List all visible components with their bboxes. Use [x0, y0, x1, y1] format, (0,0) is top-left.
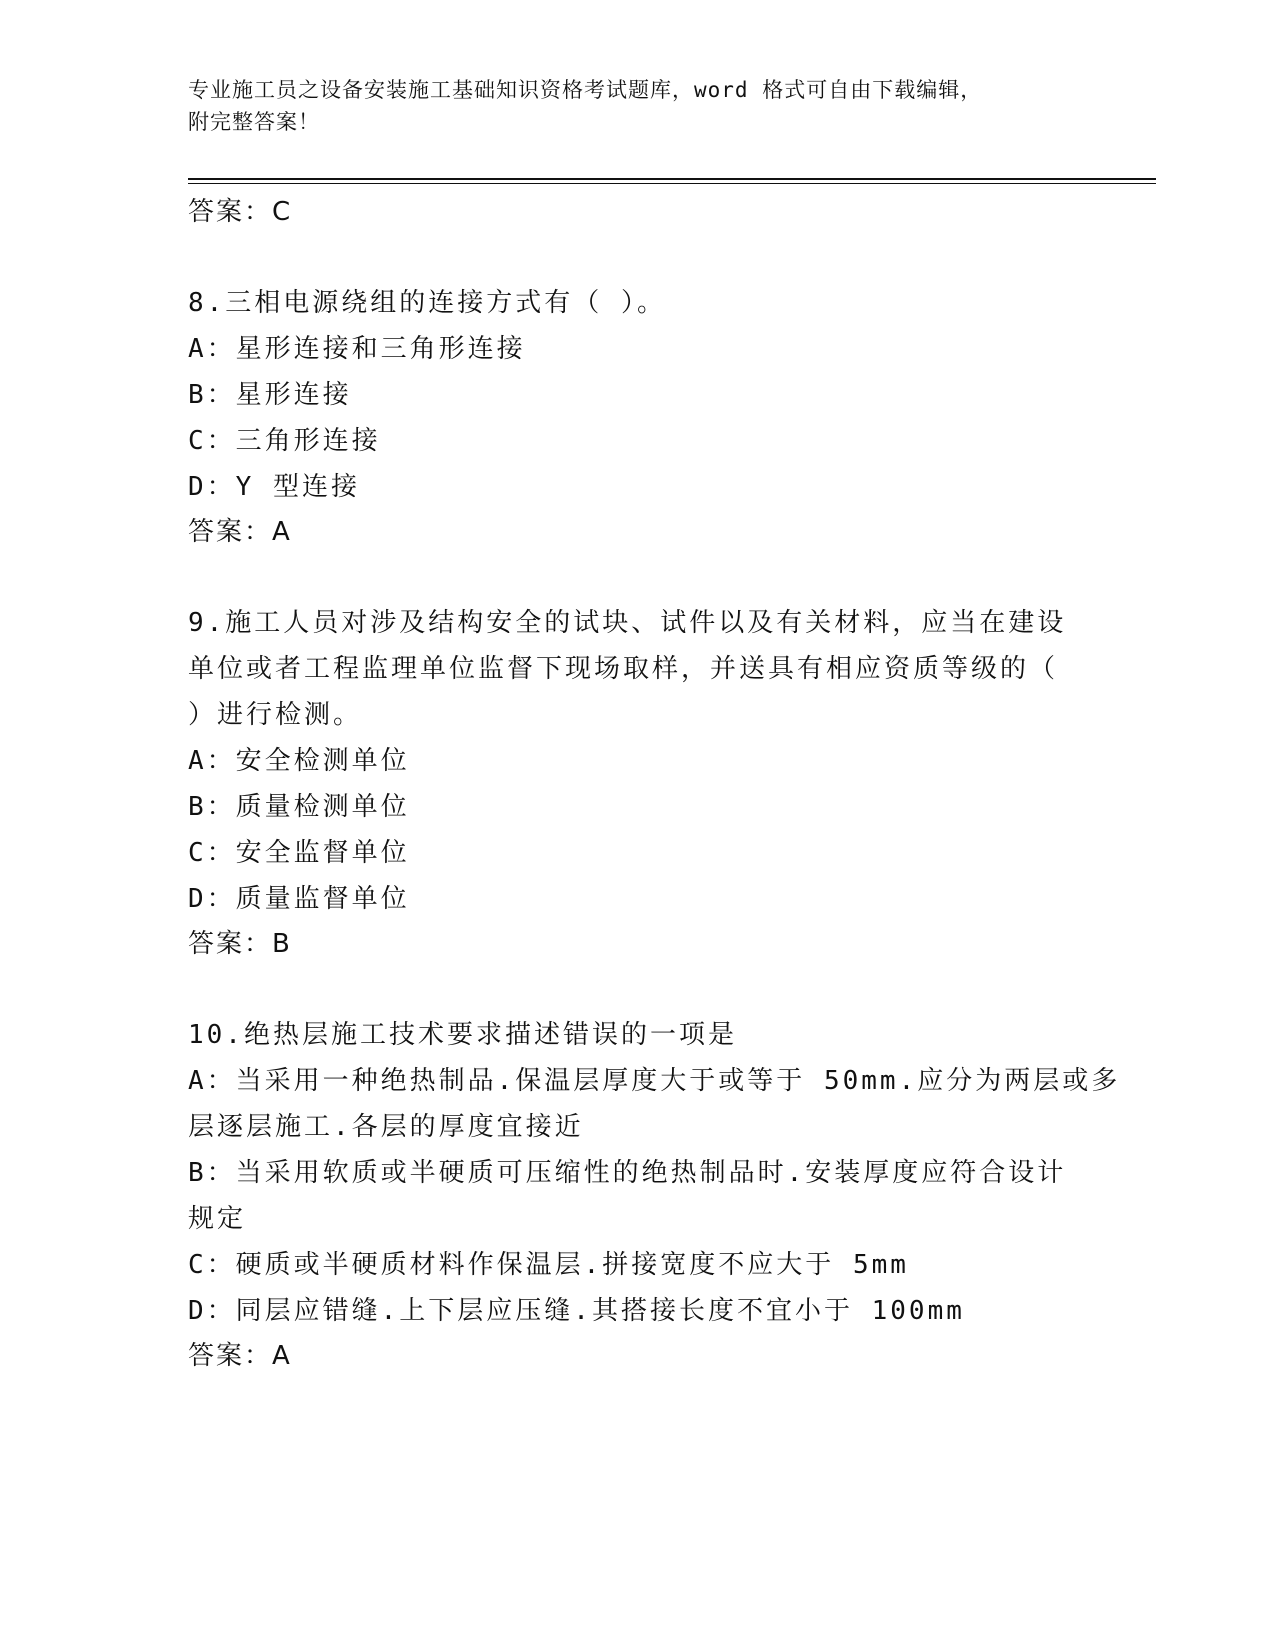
option-line: 规定: [188, 1204, 247, 1234]
answer-line: 答案：C: [188, 197, 293, 227]
option-b: [188, 372, 1088, 418]
option-line: D：同层应错缝.上下层应压缝.其搭接长度不宜小于 100mm: [188, 1296, 965, 1326]
option-line: A：星形连接和三角形连接: [188, 334, 526, 364]
option-line: 层逐层施工.各层的厚度宜接近: [188, 1112, 584, 1142]
option-d: [188, 876, 1088, 922]
option-a: [188, 1058, 1121, 1150]
option-a: [188, 738, 1088, 784]
question-9: [188, 600, 1088, 966]
question-stem-line: 单位或者工程监理单位监督下现场取样，并送具有相应资质等级的（: [188, 654, 1059, 684]
question-stem: [188, 600, 1088, 738]
question-8: [188, 280, 1088, 554]
header-line: 专业施工员之设备安装施工基础知识资格考试题库，word 格式可自由下载编辑，: [188, 78, 983, 102]
option-d: [188, 464, 1088, 510]
option-d: [188, 1288, 1088, 1334]
option-c: [188, 1242, 1088, 1288]
header-divider-thin: [188, 183, 1156, 184]
option-line: C：硬质或半硬质材料作保温层.拼接宽度不应大于 5mm: [188, 1250, 909, 1280]
answer-line: 答案：A: [188, 1341, 292, 1371]
question-stem-line: ）进行检测。: [188, 700, 363, 730]
answer-line: 答案：A: [188, 517, 292, 547]
option-line: C：安全监督单位: [188, 838, 410, 868]
option-line: A：安全检测单位: [188, 746, 410, 776]
option-line: B：星形连接: [188, 380, 352, 410]
option-line: B：质量检测单位: [188, 792, 410, 822]
option-c: [188, 418, 1088, 464]
header-divider-thick: [188, 178, 1156, 180]
option-a: [188, 326, 1088, 372]
question-stem-line: 10.绝热层施工技术要求描述错误的一项是: [188, 1020, 737, 1050]
option-b: [188, 1150, 1088, 1242]
question-stem-line: 9.施工人员对涉及结构安全的试块、试件以及有关材料，应当在建设: [188, 608, 1067, 638]
option-line: B：当采用软质或半硬质可压缩性的绝热制品时.安装厚度应符合设计: [188, 1158, 1067, 1188]
question-stem: [188, 1012, 1088, 1058]
answer-line: 答案：B: [188, 929, 292, 959]
document-header: [188, 74, 1068, 138]
question-stem-line: 8.三相电源绕组的连接方式有（ ）。: [188, 288, 666, 318]
header-line: 附完整答案！: [188, 110, 320, 134]
question-list: [188, 190, 1121, 1378]
question-10: [188, 1012, 1121, 1378]
option-b: [188, 784, 1088, 830]
question-stem: [188, 280, 1088, 326]
option-c: [188, 830, 1088, 876]
option-line: D：质量监督单位: [188, 884, 410, 914]
option-line: C：三角形连接: [188, 426, 381, 456]
option-line: A：当采用一种绝热制品.保温层厚度大于或等于 50mm.应分为两层或多: [188, 1066, 1121, 1096]
option-line: D：Y 型连接: [188, 472, 360, 502]
